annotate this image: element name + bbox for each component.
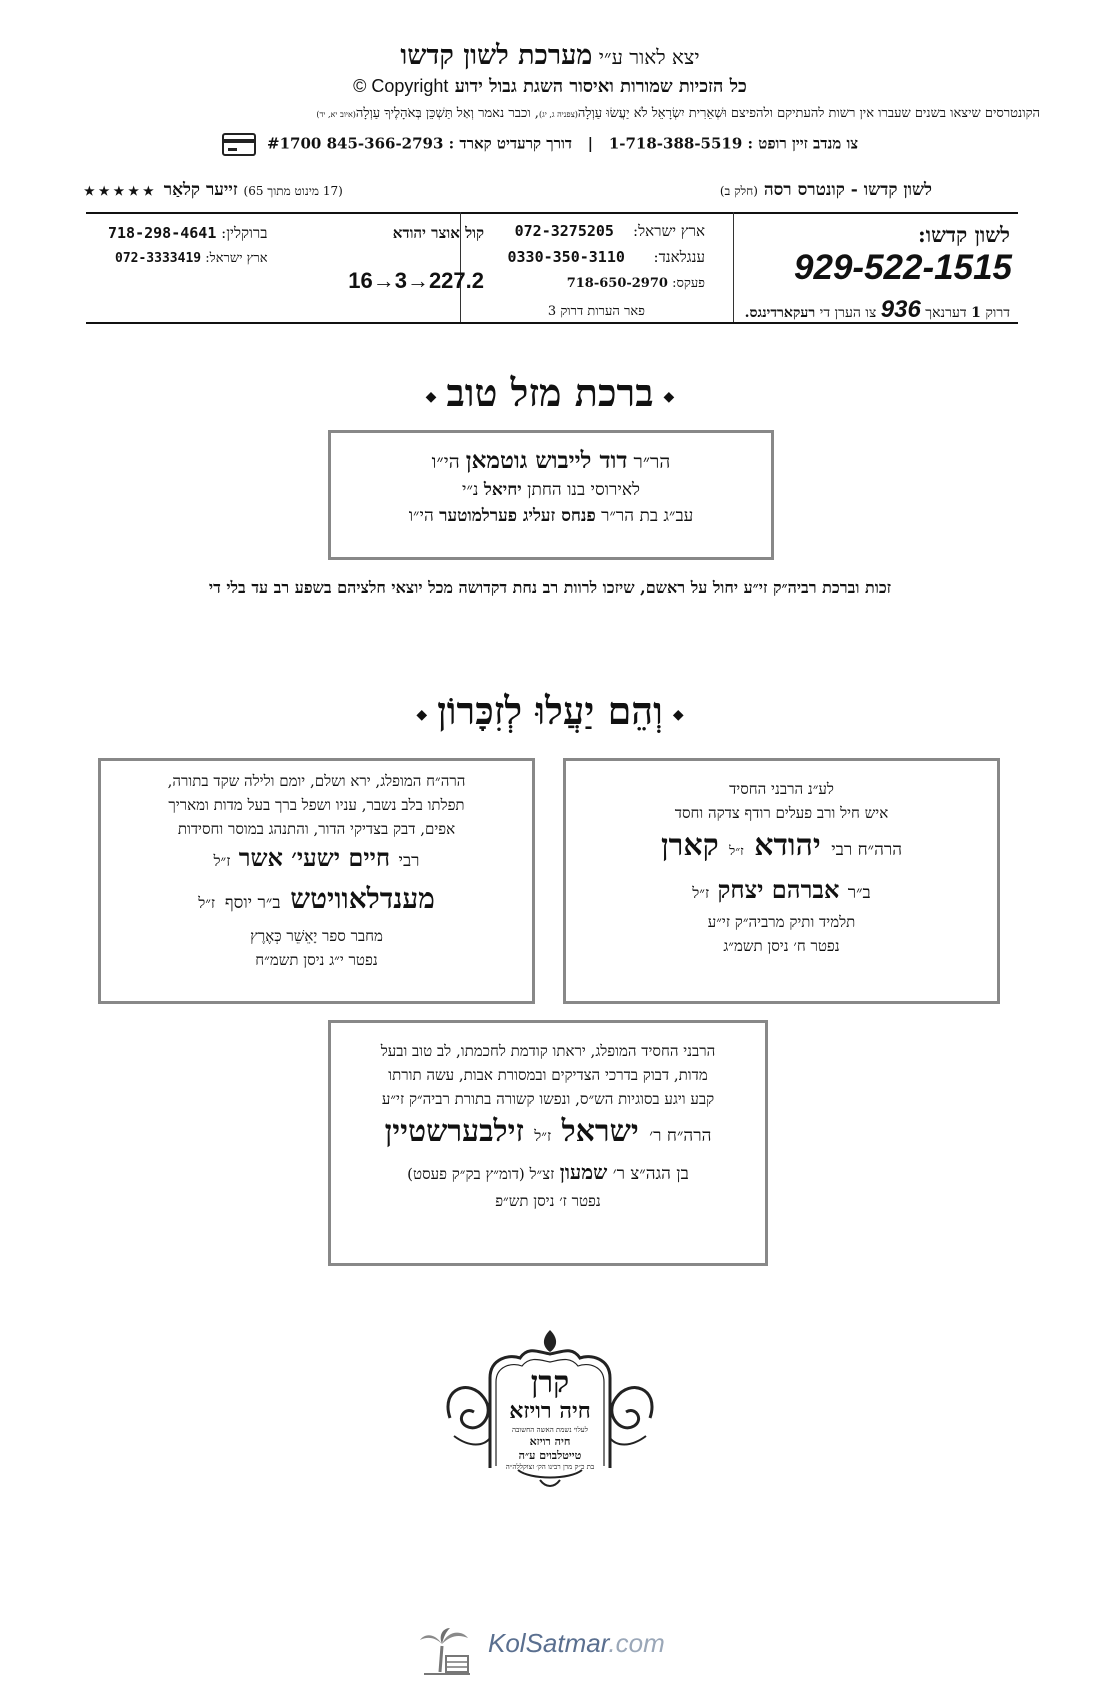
deceased-first-name: ישראל — [561, 1114, 639, 1149]
fund-subname: חיה רויזא — [509, 1398, 591, 1424]
series-prefix: לשון קדשו - קונטרס — [797, 180, 932, 200]
memorial-name-line — [331, 1111, 765, 1157]
congrats-line-1 — [331, 447, 771, 474]
congrats-title: ברכת מזל טוב — [446, 370, 654, 415]
series-part: (חלק ב) — [719, 184, 758, 198]
contact-phone[interactable]: 1-718-388-5519 — [608, 134, 743, 153]
england-row — [445, 248, 705, 267]
honorific: ב״ר — [847, 883, 871, 903]
honorific: נ״י — [462, 480, 479, 500]
credit-label: דורך קרעדיט קארד : — [448, 134, 572, 153]
england-label: ענגלאנד: — [653, 248, 705, 266]
memorial-father-line — [331, 1157, 765, 1189]
memorial-surname-line — [101, 878, 532, 924]
credit-card-icon — [222, 133, 256, 156]
lashon-instructions — [745, 296, 1010, 324]
memorial-line: איש חיל ורב פעלים רודף צדקה וחסד — [674, 804, 889, 822]
memorial-name-line — [101, 841, 532, 878]
notice-text: הקונטרסים שיצאו בשנים שעברו אין רשות להעתיקם ולהפיצם וּשְׁאֵרִית יִשְׂרָאֵל לֹא יַעֲשׂוּ עַוְלָה — [577, 106, 1040, 121]
fax-phone[interactable]: 718-650-2970 — [566, 276, 668, 291]
congrats-box — [328, 430, 774, 560]
honorific: ז״ל — [213, 852, 231, 870]
rights-line — [0, 76, 1100, 97]
memorial-box-left — [98, 758, 535, 1004]
memorial-line: הרבני החסיד המופלג, יראתו קודמת לחכמתו, לב טוב ובעל — [380, 1042, 716, 1060]
honorific: הר״ר — [633, 451, 671, 473]
publisher-prefix: יצא לאור ע״י — [598, 45, 700, 69]
notes-instruction: פאר הערות דרוק 3 — [547, 304, 645, 319]
publisher-name: מערכת לשון קדשו — [400, 40, 593, 71]
deceased-first-name: יהודא — [754, 828, 821, 863]
fund-name-small: חיה רויזא — [529, 1435, 571, 1448]
israel-row — [445, 222, 705, 241]
memorial-line: מדות, דבוק בדרכי הצדיקים ובמסורת אבות, עשה תורתו — [388, 1066, 708, 1084]
lashon-label: לשון קדשו: — [917, 222, 1010, 247]
memorial-name-line — [566, 825, 997, 873]
fax-row — [567, 275, 705, 291]
notice-mid: , וכבר נאמר וְאַל תַּשְׁכֵּן בְּאֹהָלֶיךָ עַוְלָה — [355, 106, 539, 121]
press-number-1: 1 — [971, 305, 981, 321]
footer-brand[interactable] — [488, 1628, 665, 1659]
fund-name: קרן — [530, 1365, 570, 1400]
press-recordings: רעקארדינגס. — [744, 305, 816, 321]
deceased-last-name: מענדלאוויטש — [290, 882, 435, 915]
press-prefix: דרוק — [985, 305, 1010, 321]
brooklyn-phone[interactable]: 718-298-4641 — [108, 224, 217, 242]
memorial-line: הרה״ח המופלג, ירא ושלם, יומם ולילה שקד בתורה, — [167, 772, 466, 790]
bride-text: עב״ג בת הר״ר — [601, 506, 694, 526]
honorific: הרה״ח ר׳ — [649, 1126, 712, 1146]
memorial-date: נפטר י״ג ניסן תשמ״ח — [255, 951, 378, 969]
honorific: הרה״ח רבי — [831, 840, 903, 860]
memorial-box-right — [563, 758, 1000, 1004]
memorial-line: אפים, דבק בצדיקי הדור, והתנהג במוסר וחסידות — [177, 820, 456, 838]
england-phone[interactable]: 0330-350-3110 — [507, 248, 625, 266]
memorial-title-line — [0, 688, 1100, 734]
memorial-box-bottom — [328, 1020, 768, 1266]
father-name: דוד לייבוש גוטמאן — [465, 447, 628, 474]
brand-domain: .com — [608, 1628, 665, 1658]
series-label — [720, 180, 932, 200]
deceased-last-name: זילבערשטיין — [384, 1114, 524, 1149]
kol-israel-row — [115, 250, 268, 266]
press-number-2: 936 — [880, 296, 921, 323]
memorial-line: לע״נ הרבני החסיד — [729, 780, 834, 798]
memorial-father-line — [566, 873, 997, 910]
israel-label: ארץ ישראל: — [633, 222, 705, 240]
father-name: אברהם יצחק — [717, 875, 840, 904]
kol-code: 16→3→227.2 — [348, 268, 484, 293]
contact-line — [180, 133, 900, 156]
rating-stars: ★★★★★ — [84, 184, 158, 198]
kol-title: קול אוצר יהודא — [392, 224, 484, 242]
congrats-title-line — [0, 370, 1100, 416]
notice-ref-1: (צפניה ג, יג) — [538, 110, 578, 119]
honorific: ז״ל — [729, 844, 744, 859]
press-suffix: צו הערן די — [819, 305, 877, 321]
father-title: זצ״ל (דומ״ץ בק״ק פעסט) — [407, 1165, 555, 1183]
memorial-title: וְהֵם יַעֲלוּ לְזִכָּרוֹן — [437, 688, 663, 733]
column-divider — [733, 212, 734, 322]
fund-dedication: לעלוי נשמת האשה החשובה — [512, 1426, 588, 1434]
blessing-text: זכות וברכת רביה״ק זי״ע יחול על ראשם, שיזכו לרוות רב נחת דקדושה מכל יוצאי חלציהם בשפע רב עד בלי די — [208, 578, 892, 597]
honorific: הי״ו — [431, 451, 460, 473]
credit-phone[interactable]: 845-366-2793 #1700 — [267, 134, 444, 153]
father-name: ב״ר יוסף — [224, 893, 281, 913]
honorific: ז״ל — [692, 884, 710, 902]
deceased-first-name: חיים ישעי׳ אשר — [238, 843, 391, 872]
occasion-text: לאירוסי בנו החתן — [527, 480, 640, 500]
father-name: שמעון — [559, 1160, 608, 1184]
diamond-icon: ◆ — [416, 706, 428, 723]
copyright-text: Copyright © — [353, 76, 449, 96]
diamond-icon: ◆ — [663, 388, 675, 405]
fund-logo — [440, 1318, 660, 1498]
separator: | — [587, 134, 594, 153]
fund-lineage: בת כ״ק מרן רבינו הק׳ זצוקללה״ה — [505, 1463, 595, 1471]
groom-name: יחיאל — [483, 480, 522, 500]
contact-label: צו מנדב זיין רופט : — [747, 134, 859, 153]
diamond-icon: ◆ — [425, 388, 437, 405]
memorial-date: נפטר ח׳ ניסן תשמ״ג — [723, 937, 840, 955]
honorific: רבי — [398, 851, 420, 871]
lashon-phone[interactable]: 929-522-1515 — [794, 248, 1012, 287]
brooklyn-label: ברוקלין: — [221, 224, 268, 242]
memorial-line: קבע ויגע בסוגיות הש״ס, ונפשו קשורה בתורת רביה״ק זי״ע — [381, 1090, 715, 1108]
honorific: ז״ל — [198, 894, 216, 912]
publisher-line — [0, 40, 1100, 71]
brand-name: KolSatmar — [488, 1628, 609, 1658]
top-rule — [86, 212, 1018, 214]
kol-israel-phone[interactable]: 072-3333419 — [115, 251, 202, 266]
rights-text: כל הזכיות שמורות ואיסור השגת גבול ידוע — [454, 76, 747, 97]
palm-tree-icon — [418, 1626, 474, 1678]
memorial-line: תלמיד ותיק מרביה״ק זי״ע — [707, 913, 856, 931]
notice-ref-2: (איוב יא, יד) — [316, 110, 356, 119]
honorific: בן הגה״צ ר׳ — [612, 1164, 689, 1184]
bride-father-name: פנחס זעליג פערלמוטער — [439, 506, 596, 526]
recording-info — [84, 180, 343, 200]
deceased-last-name: קארן — [660, 828, 719, 863]
brooklyn-row — [108, 224, 267, 243]
honorific: ז״ל — [534, 1127, 552, 1145]
kol-israel-label: ארץ ישראל: — [205, 251, 268, 266]
fax-label: פעקס: — [672, 276, 705, 291]
press-word: דערנאך — [925, 305, 967, 321]
notice-line — [60, 105, 1040, 121]
memorial-line: תפלתו בלב נשבר, עניו ושפל ברך בעל מדות ומאריך — [168, 796, 465, 814]
series-name: רסה — [763, 180, 792, 200]
honorific: הי״ו — [408, 506, 434, 526]
congrats-line-2 — [331, 480, 771, 500]
memorial-line: מחבר ספר יָאֵשֵׁר כְּאֶרֶץ — [250, 927, 383, 945]
congrats-line-3 — [331, 506, 771, 526]
memorial-date: נפטר ז׳ ניסן תש״פ — [495, 1192, 601, 1210]
israel-phone[interactable]: 072-3275205 — [514, 222, 614, 240]
fund-surname-small: טייטלבוים ע״ה — [518, 1449, 582, 1462]
diamond-icon: ◆ — [672, 706, 684, 723]
recording-minutes: (17 מינוט מתוך 65) — [243, 184, 343, 198]
recording-speaker: זיי‌ער קלאַר — [163, 180, 238, 200]
